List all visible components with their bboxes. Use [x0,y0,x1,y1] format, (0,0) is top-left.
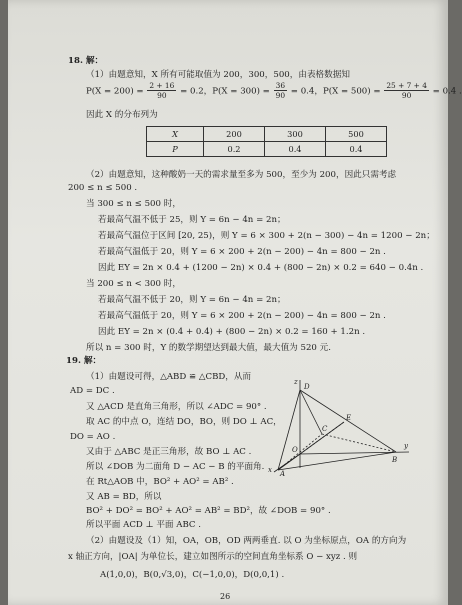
segment-ae [278,422,344,470]
label-x: x [268,466,272,474]
label-o: O [292,446,298,454]
table-row [147,142,387,157]
label-d: D [304,383,310,391]
table-cell: P [147,142,204,157]
q18-line: 若最高气温位于区间 [20, 25)，则 Y = 6 × 300 + 2(n − 300) − 4n = 1200 − 2n； [98,231,435,241]
q19-line: 取 AC 的中点 O，连结 DO，BO，则 DO ⊥ AC， [86,417,282,427]
q19-heading: 19. 解： [66,356,102,366]
distribution-intro: 因此 X 的分布列为 [86,110,158,120]
q18-line: 当 200 ≤ n < 300 时， [86,279,181,289]
q19-line: 又 AB = BD，所以 [86,492,162,502]
q18-line: 当 300 ≤ n ≤ 500 时， [86,199,181,209]
q19-line: 在 Rt△AOB 中，BO² + AO² = AB² . [86,477,234,487]
table-cell: 300 [265,127,326,142]
table-cell: 500 [326,127,387,142]
edge-da [278,390,300,470]
q19-line: 所以 ∠DOB 为二面角 D − AC − B 的平面角. [86,462,265,472]
q19-line: BO² + DO² = BO² + AO² = AB² = BD²，故 ∠DOB = 90° . [86,506,331,516]
q19-coordinates: A(1,0,0)，B(0,√3,0)，C(−1,0,0)，D(0,0,1) . [100,570,285,580]
table-cell: 200 [204,127,265,142]
label-y: y [404,442,408,450]
edge-dc [300,390,322,434]
q19-part2-text: x 轴正方向，|OA| 为单位长，建立如图所示的空间直角坐标系 O − xyz . 则 [68,552,358,562]
label-b: B [392,456,398,464]
q18-line: 若最高气温不低于 25，则 Y = 6n − 4n = 2n； [98,215,286,225]
label-c: C [322,425,328,433]
label-e: E [346,414,352,422]
q19-line: DO = AO . [70,432,116,442]
q19-line: 所以平面 ACD ⊥ 平面 ABC . [86,520,201,530]
label-a: A [280,470,286,478]
q19-line: 又由于 △ABC 是正三角形，故 BO ⊥ AC . [86,447,252,457]
q19-line: （1）由题设可得，△ABD ≌ △CBD，从而 [86,372,252,382]
table-cell: X [147,127,204,142]
q18-part2-text: （2）由题意知，这种酸奶一天的需求量至多为 500，至少为 200，因此只需考虑 [86,170,397,180]
q18-part2-range: 200 ≤ n ≤ 500 . [68,183,138,193]
q18-probability-line: P(X = 200) = $\frac{2 + 16}{90}$ = 0.2，P(X = 300) = $\frac{36}{90}$ = 0.4，P(X = 500) = $\frac{25 + 7 + 4}{90}$ = 0.4 . [86,81,462,101]
q18-line: 若最高气温低于 20，则 Y = 6 × 200 + 2(n − 200) − 4n = 800 − 2n . [98,247,386,257]
table-cell: 0.2 [204,142,265,157]
table-cell: 0.4 [265,142,326,157]
table-row [147,127,387,142]
distribution-table [146,126,387,157]
tetrahedron-figure [264,376,414,476]
table-cell: 0.4 [326,142,387,157]
q18-line: 因此 EY = 2n × 0.4 + (1200 − 2n) × 0.4 + (800 − 2n) × 0.2 = 640 − 0.4n . [98,263,424,273]
q18-line: 若最高气温低于 20，则 Y = 6 × 200 + 2(n − 200) − 4n = 800 − 2n . [98,311,386,321]
page-number: 26 [220,592,231,601]
edge-ab [278,452,396,470]
q18-heading: 18. 解： [68,56,104,66]
q19-line: AD = DC . [70,386,115,396]
q18-line: 若最高气温不低于 20，则 Y = 6n − 4n = 2n； [98,295,286,305]
q19-part2-text: （2）由题设及（1）知，OA，OB，OD 两两垂直. 以 O 为坐标原点，OA 的方向为 [86,536,407,546]
q18-part1-text: （1）由题意知，X 所有可能取值为 200，300，500，由表格数据知 [86,70,350,80]
q18-line: 因此 EY = 2n × (0.4 + 0.4) + (800 − 2n) × 0.2 = 160 + 1.2n . [98,327,366,337]
edge-cb [322,434,396,452]
q18-conclusion: 所以 n = 300 时，Y 的数学期望达到最大值，最大值为 520 元. [86,343,331,353]
label-z: z [294,378,298,386]
document-page [8,0,462,605]
q19-line: 又 △ACD 是直角三角形，所以 ∠ADC = 90° . [86,402,267,412]
